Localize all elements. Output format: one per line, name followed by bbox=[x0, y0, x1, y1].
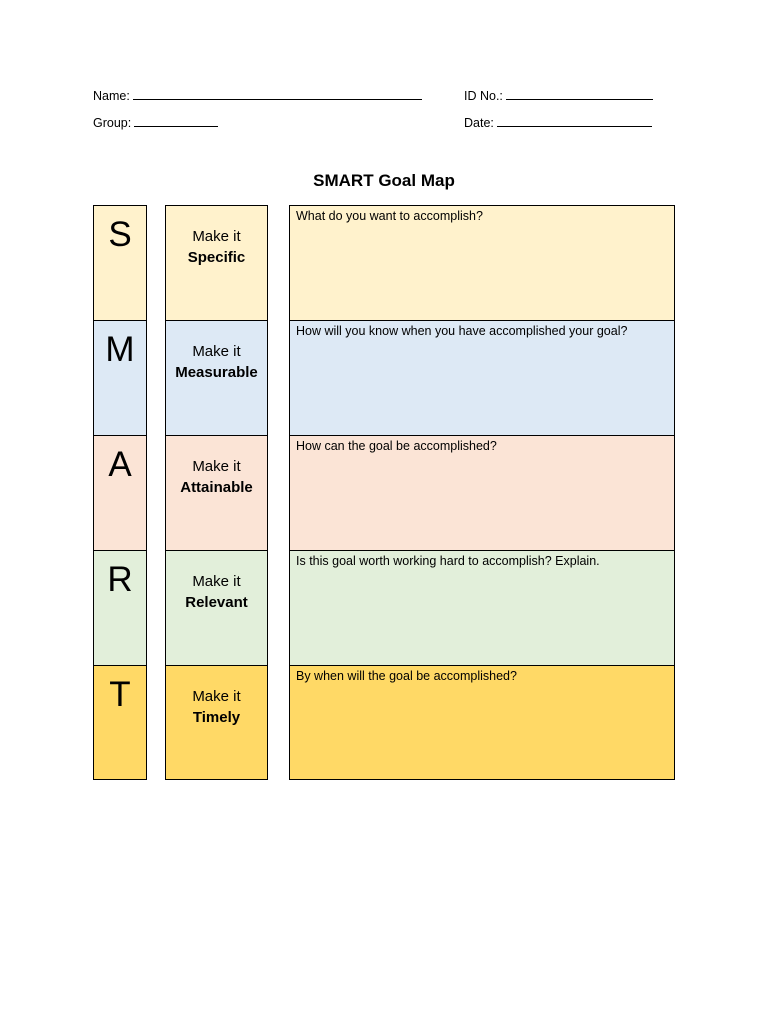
letter-cell-t: T bbox=[94, 666, 146, 779]
group-label: Group: bbox=[93, 116, 132, 130]
timely-word: Timely bbox=[192, 709, 241, 726]
letter-cell-m: M bbox=[94, 321, 146, 436]
measurable-word: Measurable bbox=[175, 364, 258, 381]
specific-word: Specific bbox=[187, 249, 246, 266]
name-blank-line[interactable] bbox=[133, 88, 422, 100]
make-it-label: Make it bbox=[192, 228, 241, 245]
answer-box-measurable[interactable] bbox=[290, 321, 674, 436]
answer-box-specific[interactable] bbox=[290, 206, 674, 321]
make-cell-relevant bbox=[166, 551, 267, 666]
answer-box-relevant[interactable] bbox=[290, 551, 674, 666]
date-field[interactable] bbox=[464, 115, 652, 130]
make-it-column bbox=[165, 205, 268, 780]
question-attainable: How can the goal be accomplished? bbox=[296, 439, 497, 453]
name-label: Name: bbox=[93, 89, 130, 103]
date-label: Date: bbox=[464, 116, 494, 130]
group-blank-line[interactable] bbox=[134, 115, 218, 127]
page-title: SMART Goal Map bbox=[313, 171, 455, 190]
question-column bbox=[289, 205, 675, 780]
attainable-word: Attainable bbox=[180, 479, 253, 496]
make-cell-measurable bbox=[166, 321, 267, 436]
make-it-label: Make it bbox=[192, 343, 241, 360]
question-relevant: Is this goal worth working hard to accomplish? Explain. bbox=[296, 554, 600, 568]
id-field[interactable] bbox=[464, 88, 653, 103]
group-field[interactable] bbox=[93, 115, 218, 130]
letter-cell-a: A bbox=[94, 436, 146, 551]
answer-box-timely[interactable] bbox=[290, 666, 674, 779]
relevant-word: Relevant bbox=[185, 594, 248, 611]
date-blank-line[interactable] bbox=[497, 115, 652, 127]
id-blank-line[interactable] bbox=[506, 88, 653, 100]
make-it-label: Make it bbox=[192, 458, 241, 475]
make-cell-specific bbox=[166, 206, 267, 321]
question-timely: By when will the goal be accomplished? bbox=[296, 669, 517, 683]
question-measurable: How will you know when you have accomplished your goal? bbox=[296, 324, 628, 338]
letter-column bbox=[93, 205, 147, 780]
letter-cell-r: R bbox=[94, 551, 146, 666]
name-field[interactable] bbox=[93, 88, 422, 103]
make-it-label: Make it bbox=[192, 688, 241, 705]
id-label: ID No.: bbox=[464, 89, 503, 103]
question-specific: What do you want to accomplish? bbox=[296, 209, 483, 223]
letter-cell-s: S bbox=[94, 206, 146, 321]
make-cell-attainable bbox=[166, 436, 267, 551]
make-it-label: Make it bbox=[192, 573, 241, 590]
make-cell-timely bbox=[166, 666, 267, 779]
answer-box-attainable[interactable] bbox=[290, 436, 674, 551]
